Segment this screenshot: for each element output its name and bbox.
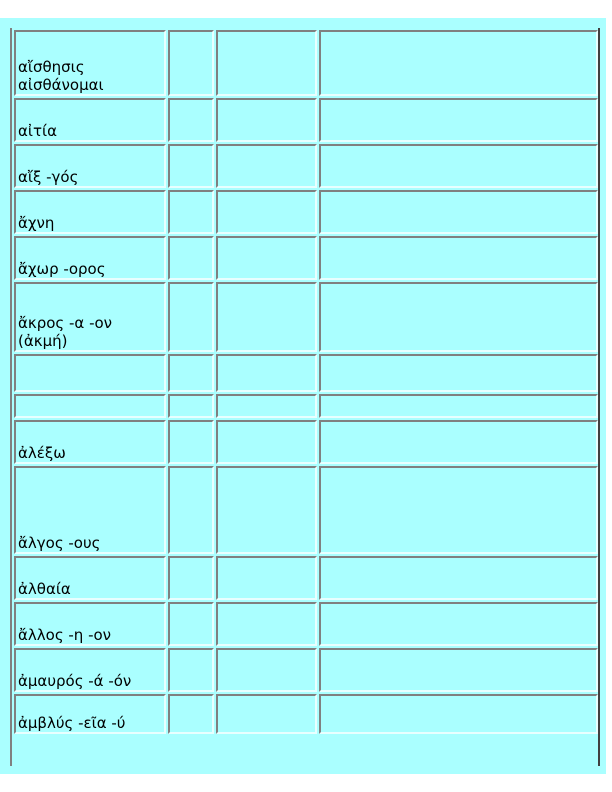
empty-cell-4	[319, 236, 598, 280]
empty-cell-3	[216, 694, 318, 734]
headword-cell: ἀμαυρός -ά -όν	[14, 648, 166, 692]
empty-cell-3	[216, 190, 318, 234]
headword-cell: αἴσθησις αἰσθάνομαι	[14, 30, 166, 96]
empty-cell-3	[216, 30, 318, 96]
empty-cell-3	[216, 282, 318, 352]
table-row	[14, 466, 598, 554]
empty-cell-2	[168, 354, 214, 392]
headword-cell: αἴξ -γός	[14, 144, 166, 188]
table-row	[14, 694, 598, 734]
empty-cell-4	[319, 30, 598, 96]
empty-cell-2	[168, 394, 214, 418]
headword-cell: ἀλθαία	[14, 556, 166, 600]
empty-cell-4	[319, 98, 598, 142]
table-row	[14, 648, 598, 692]
empty-cell-2	[168, 144, 214, 188]
table-row	[14, 98, 598, 142]
empty-cell-2	[168, 190, 214, 234]
empty-cell-3	[216, 354, 318, 392]
empty-cell-3	[216, 236, 318, 280]
headword-cell	[14, 354, 166, 392]
empty-cell-2	[168, 98, 214, 142]
empty-cell-2	[168, 420, 214, 464]
table-row	[14, 236, 598, 280]
empty-cell-3	[216, 98, 318, 142]
empty-cell-4	[319, 354, 598, 392]
headword-cell: αἰτία	[14, 98, 166, 142]
page-background	[0, 18, 606, 774]
table-row	[14, 282, 598, 352]
empty-cell-3	[216, 144, 318, 188]
empty-cell-2	[168, 602, 214, 646]
table-body	[14, 30, 598, 734]
empty-cell-2	[168, 282, 214, 352]
empty-cell-3	[216, 420, 318, 464]
table-row	[14, 602, 598, 646]
empty-cell-4	[319, 144, 598, 188]
empty-cell-3	[216, 466, 318, 554]
empty-cell-2	[168, 556, 214, 600]
headword-cell: ἄλλος -η -ον	[14, 602, 166, 646]
empty-cell-4	[319, 190, 598, 234]
empty-cell-4	[319, 694, 598, 734]
empty-cell-4	[319, 466, 598, 554]
table-row	[14, 190, 598, 234]
table-row	[14, 144, 598, 188]
headword-cell: ἄλγος -ους	[14, 466, 166, 554]
empty-cell-2	[168, 466, 214, 554]
headword-cell: ἄχνη	[14, 190, 166, 234]
empty-cell-3	[216, 648, 318, 692]
empty-cell-3	[216, 394, 318, 418]
empty-cell-4	[319, 394, 598, 418]
empty-cell-2	[168, 30, 214, 96]
table-row	[14, 30, 598, 96]
empty-cell-2	[168, 648, 214, 692]
empty-cell-3	[216, 556, 318, 600]
headword-cell: ἄχωρ -ορος	[14, 236, 166, 280]
lexicon-table	[12, 28, 600, 736]
empty-cell-2	[168, 236, 214, 280]
headword-cell: ἄκρος -α -ον (ἀκμή)	[14, 282, 166, 352]
empty-cell-4	[319, 556, 598, 600]
empty-cell-2	[168, 694, 214, 734]
empty-cell-3	[216, 602, 318, 646]
headword-cell: ἀμβλύς -εῖα -ύ	[14, 694, 166, 734]
empty-cell-4	[319, 420, 598, 464]
empty-cell-4	[319, 282, 598, 352]
table-row	[14, 394, 598, 418]
table-row	[14, 556, 598, 600]
table-row	[14, 354, 598, 392]
table-row	[14, 420, 598, 464]
empty-cell-4	[319, 648, 598, 692]
empty-cell-4	[319, 602, 598, 646]
headword-cell	[14, 394, 166, 418]
headword-cell: ἀλέξω	[14, 420, 166, 464]
